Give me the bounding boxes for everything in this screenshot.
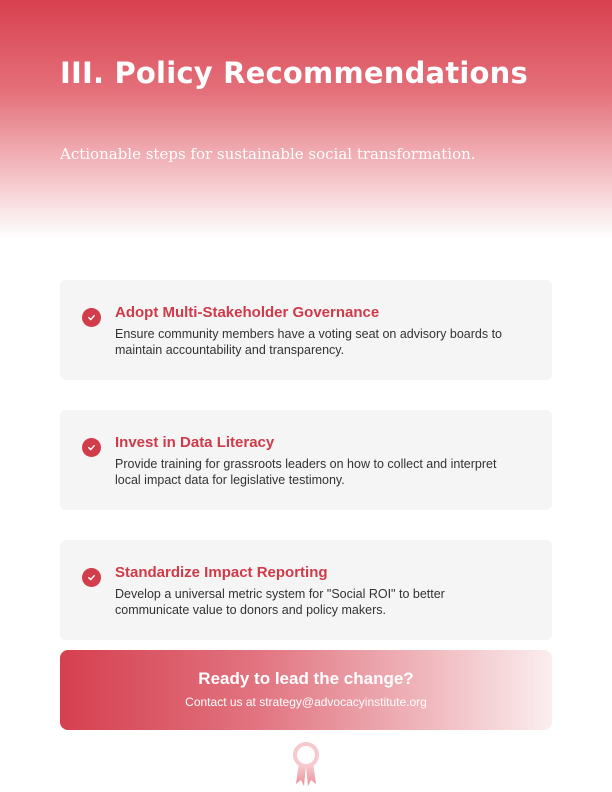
- cta-contact-email[interactable]: Contact us at strategy@advocacyinstitute.org: [185, 695, 427, 709]
- page-title: III. Policy Recommendations: [60, 56, 528, 90]
- recommendation-text: Develop a universal metric system for "Social ROI" to better communicate value to donors and policy makers.: [115, 587, 445, 617]
- page-subtitle: Actionable steps for sustainable social transformation.: [60, 145, 476, 163]
- award-ribbon-icon: [290, 740, 322, 788]
- recommendation-title: Adopt Multi-Stakeholder Governance: [115, 304, 380, 321]
- recommendation-text: Ensure community members have a voting seat on advisory boards to maintain accountability and transparency.: [115, 327, 502, 357]
- check-circle-icon: [82, 438, 101, 457]
- recommendation-card: [60, 410, 552, 510]
- cta-title: Ready to lead the change?: [198, 669, 414, 688]
- recommendation-card: [60, 540, 552, 640]
- call-to-action-banner: [60, 650, 552, 730]
- recommendation-card: [60, 280, 552, 380]
- check-circle-icon: [82, 308, 101, 327]
- recommendation-title: Invest in Data Literacy: [115, 434, 275, 451]
- recommendation-title: Standardize Impact Reporting: [115, 564, 328, 581]
- header-banner: [0, 0, 612, 240]
- check-circle-icon: [82, 568, 101, 587]
- recommendation-text: Provide training for grassroots leaders on how to collect and interpret local impact data for legislative testimony.: [115, 457, 497, 487]
